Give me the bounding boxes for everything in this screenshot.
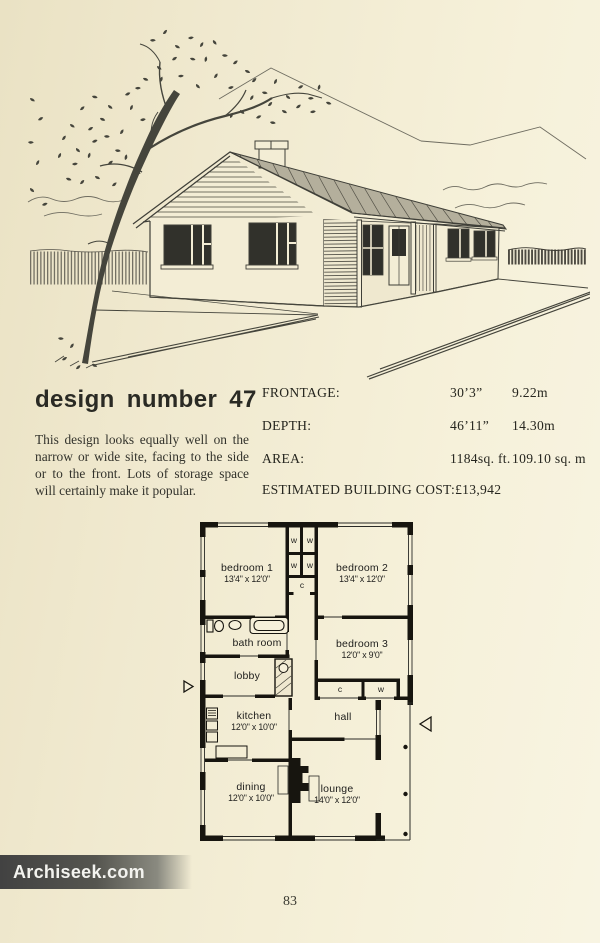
design-description: This design looks equally well on the narrow or wide site, facing to the side or to the front. Lots of storage space will certainly make it popular. [35, 432, 249, 498]
room-label-bedroom3: bedroom 3 12'0" x 9'0" [336, 638, 388, 660]
wardrobe-label: w [290, 535, 298, 545]
spec-row-cost [262, 482, 517, 498]
wardrobe-label: w [306, 560, 314, 570]
hot-water-cupboard [275, 659, 292, 696]
cupboard-label: c [337, 684, 343, 694]
room-label-dining: dining 12'0" x 10'0" [228, 781, 274, 803]
house-front [133, 152, 352, 306]
bathroom-fixtures [207, 618, 288, 634]
spec-metric: 109.10 sq. m [512, 451, 586, 466]
page-number: 83 [283, 894, 297, 909]
spec-label: ESTIMATED BUILDING COST: [262, 482, 456, 497]
entrance-arrow-west [184, 681, 193, 692]
room-label-lounge: lounge 14'0" x 12'0" [314, 783, 360, 805]
room-label-hall: hall [334, 711, 352, 724]
watermark: Archiseek.com [0, 855, 192, 889]
entrance-arrow-east [420, 717, 431, 731]
spec-imperial: 30’3” [450, 385, 483, 400]
spec-row-area [262, 451, 586, 467]
porch [376, 703, 413, 840]
design-title: design number 47 [35, 386, 257, 413]
spec-row-depth [262, 418, 555, 434]
mountains [28, 68, 586, 216]
side-window-left [446, 229, 471, 261]
wardrobe-label: w [306, 535, 314, 545]
front-door [389, 226, 409, 285]
spec-imperial: 46’11” [450, 418, 490, 433]
spec-metric: 14.30m [512, 418, 555, 433]
room-label-bedroom2: bedroom 2 13'4" x 12'0" [336, 562, 388, 584]
room-label-bedroom1: bedroom 1 13'4" x 12'0" [221, 562, 273, 584]
wardrobe-label: w [290, 560, 298, 570]
spec-label: AREA: [262, 451, 305, 466]
front-window-left [161, 225, 213, 269]
wardrobe-label: w [377, 684, 385, 694]
side-window-right [472, 231, 497, 260]
spec-row-frontage [262, 385, 548, 401]
room-label-lobby: lobby [233, 670, 261, 683]
hedge-right [508, 248, 586, 257]
hedge-left [30, 250, 148, 269]
house-side [324, 213, 505, 307]
room-label-bathroom: bath room [232, 637, 282, 650]
spec-label: DEPTH: [262, 418, 312, 433]
room-label-kitchen: kitchen 12'0" x 10'0" [231, 710, 277, 732]
house-illustration [18, 22, 590, 380]
cupboard-label: c [299, 580, 305, 590]
spec-label: FRONTAGE: [262, 385, 340, 400]
spec-imperial: 1184sq. ft. [450, 451, 511, 466]
front-window-right [246, 223, 298, 269]
spec-metric: 9.22m [512, 385, 548, 400]
spec-imperial: £13,942 [455, 482, 502, 497]
fireplace [278, 758, 319, 803]
